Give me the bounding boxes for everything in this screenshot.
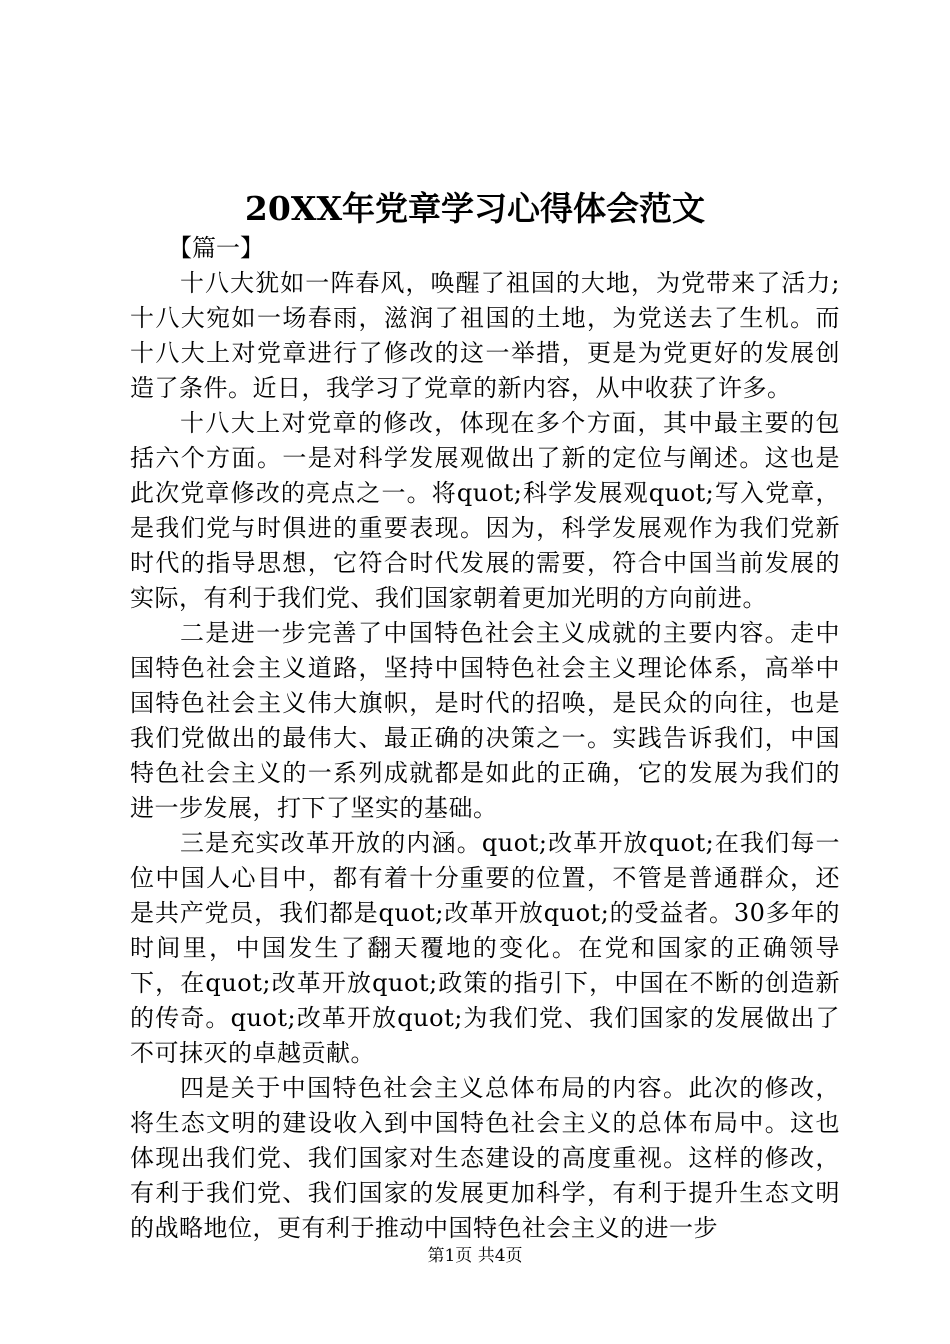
document-title: 20XX年党章学习心得体会范文 (244, 189, 706, 228)
paragraph-1: 十八大犹如一阵春风，唤醒了祖国的大地，为党带来了活力;十八大宛如一场春雨，滋润了祖国的土地，为党送去了生机。而十八大上对党章进行了修改的这一举措，更是为党更好的发展创造了条件。近日，我学习了党章的新内容，从中收获了许多。 (130, 269, 840, 402)
paragraph-4: 三是充实改革开放的内涵。quot;改革开放quot;在我们每一位中国人心目中，都有着十分重要的位置，不管是普通群众，还是共产党员，我们都是quot;改革开放quot;的受益者。30多年的时间里，中国发生了翻天覆地的变化。在党和国家的正确领导下，在quot;改革开放quot;政策的指引下，中国在不断的创造新的传奇。quot;改革开放quot;为我们党、我们国家的发展做出了不可抹灭的卓越贡献。 (130, 829, 840, 1067)
paragraph-5: 四是关于中国特色社会主义总体布局的内容。此次的修改，将生态文明的建设收入到中国特色社会主义的总体布局中。这也体现出我们党、我们国家对生态建设的高度重视。这样的修改，有利于我们党、我们国家的发展更加科学，有利于提升生态文明的战略地位，更有利于推动中国特色社会主义的进一步 (130, 1074, 840, 1242)
paragraph-2: 十八大上对党章的修改，体现在多个方面，其中最主要的包括六个方面。一是对科学发展观做出了新的定位与阐述。这也是此次党章修改的亮点之一。将quot;科学发展观quot;写入党章，是我们党与时俱进的重要表现。因为，科学发展观作为我们党新时代的指导思想，它符合时代发展的需要，符合中国当前发展的实际，有利于我们党、我们国家朝着更加光明的方向前进。 (130, 409, 840, 612)
section-label: 【篇一】 (168, 234, 264, 262)
page-footer: 第1页 共4页 (427, 1246, 523, 1266)
document-body (130, 231, 840, 1246)
paragraph-3: 二是进一步完善了中国特色社会主义成就的主要内容。走中国特色社会主义道路，坚持中国特色社会主义理论体系，高举中国特色社会主义伟大旗帜，是时代的招唤，是民众的向往，也是我们党做出的最伟大、最正确的决策之一。实践告诉我们，中国特色社会主义的一系列成就都是如此的正确，它的发展为我们的进一步发展，打下了坚实的基础。 (130, 619, 840, 822)
